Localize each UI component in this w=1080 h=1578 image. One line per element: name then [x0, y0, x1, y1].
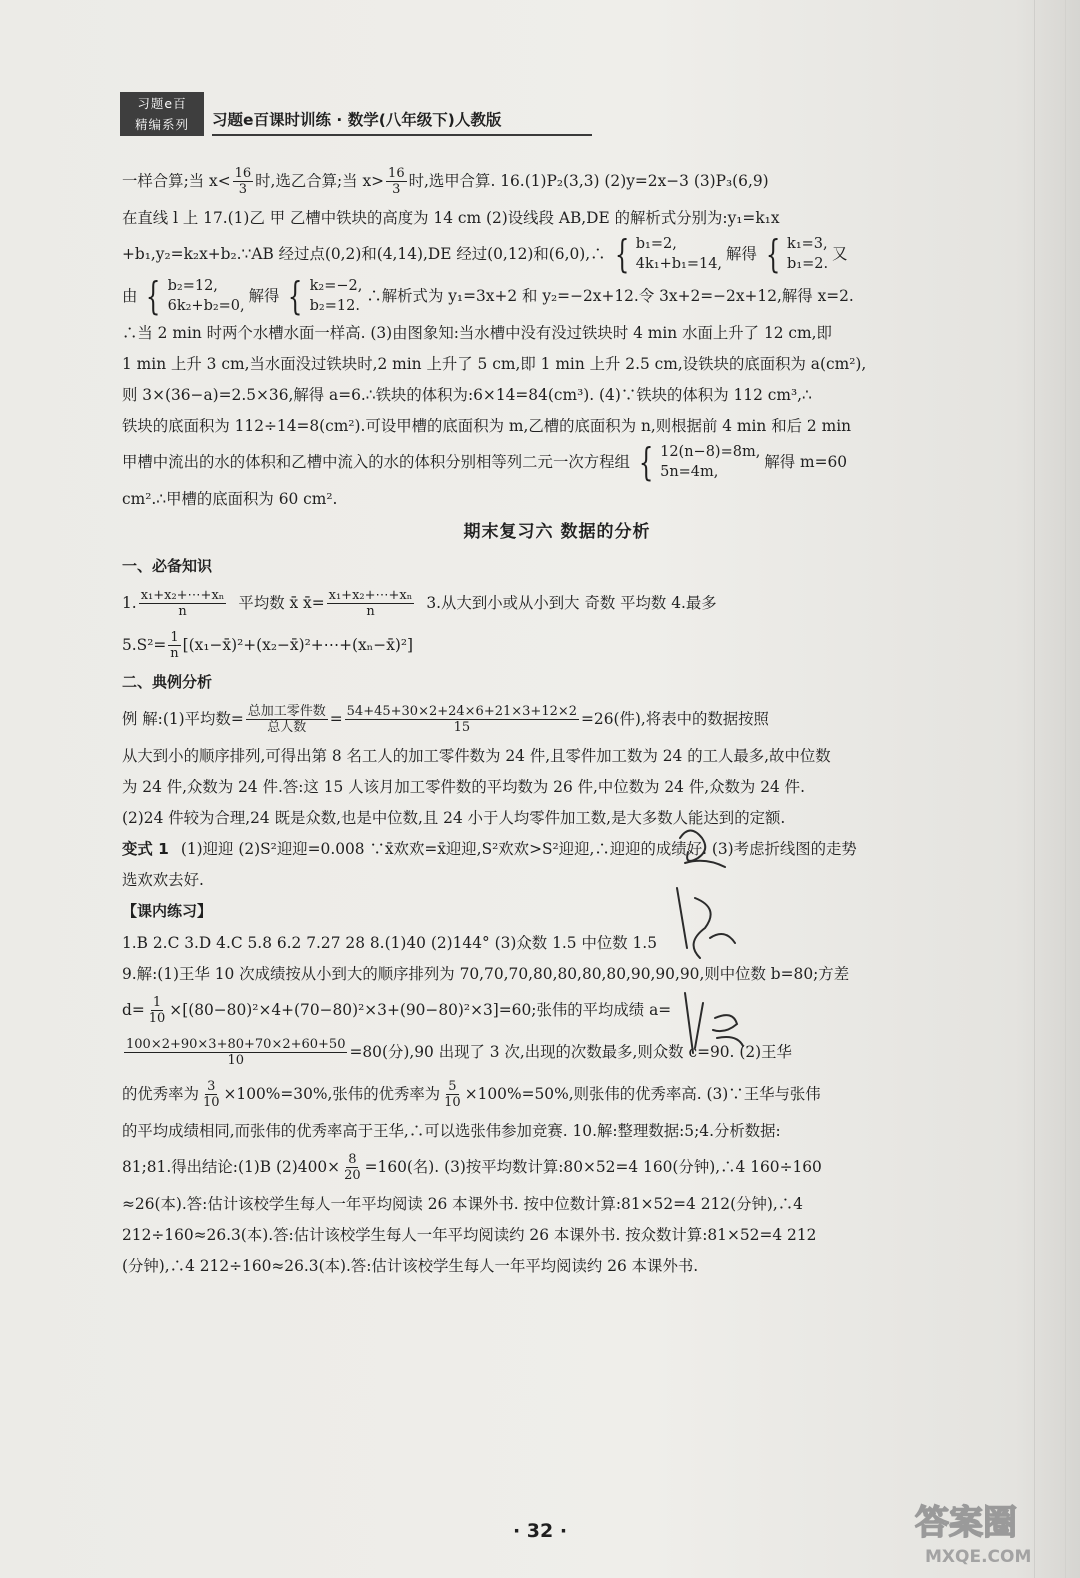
brace-icon: {	[638, 440, 654, 484]
numerator: 8	[348, 1151, 357, 1167]
text-line	[122, 833, 992, 864]
fraction	[147, 995, 168, 1026]
equation-row: k₁=3,	[787, 236, 828, 252]
denominator: 3	[238, 181, 248, 197]
denominator: 10	[148, 1010, 166, 1026]
numerator: x₁+x₂+⋯+xₙ	[140, 587, 225, 603]
text-line: ∴当 2 min 时两个水槽水面一样高. (3)由图象知:当水槽中没有没过铁块时 4 min 水面上升了 12 cm,即	[122, 323, 832, 342]
numerator: 总加工零件数	[247, 703, 326, 719]
numerator: 54+45+30×2+24×6+21×3+12×2	[346, 703, 578, 719]
text-line: 选欢欢去好.	[122, 870, 204, 889]
fraction	[386, 166, 407, 197]
fraction	[342, 1152, 363, 1183]
section-heading: 【课内练习】	[122, 902, 213, 920]
text-segment: 81;81.得出结论:(1)B (2)400×	[122, 1158, 341, 1176]
fraction	[345, 704, 579, 735]
text-segment: 解得 m=60	[764, 453, 848, 471]
text-segment: 的优秀率为	[122, 1085, 199, 1103]
text-segment: ×[(80−80)²×4+(70−80)²×3+(90−80)²×3]=60;张伟的平均成绩 a=	[169, 1001, 672, 1019]
brace-icon: {	[614, 232, 629, 276]
brace-icon: {	[146, 274, 161, 318]
book-title: 习题e百课时训练 · 数学(八年级下)人教版	[212, 108, 592, 136]
page-number: · 32 ·	[512, 1520, 568, 1542]
denominator: 10	[202, 1094, 220, 1110]
text-line: 从大到小的顺序排列,可得出第 8 名工人的加工零件数为 24 件,且零件加工数为 24 的工人最多,故中位数	[122, 746, 831, 765]
text-segment: 例 解:(1)平均数=	[122, 710, 244, 728]
text-segment: 3.从大到小或从小到大 奇数 平均数 4.最多	[426, 594, 717, 612]
answer-content	[122, 160, 992, 1281]
denominator: n	[366, 603, 375, 619]
text-segment: 解得	[248, 287, 280, 305]
text-segment: 一样合算;当 x<	[122, 172, 231, 190]
equation-system	[141, 276, 244, 316]
text-segment: ×100%=30%,张伟的优秀率为	[223, 1085, 441, 1103]
text-segment: =	[329, 710, 343, 728]
text-line: 为 24 件,众数为 24 件.答:这 15 人该月加工零件数的平均数为 26 件,中位数为 24 件,众数为 24 件.	[122, 777, 805, 796]
text-segment: ×100%=50%,则张伟的优秀率高. (3)∵王华与张伟	[464, 1085, 821, 1103]
handwritten-scribble	[655, 818, 765, 1068]
section-heading: 一、必备知识	[122, 557, 213, 575]
equation-row: 4k₁+b₁=14,	[635, 256, 723, 272]
denominator: 15	[453, 719, 471, 735]
text-line: 1 min 上升 3 cm,当水面没过铁块时,2 min 上升了 5 cm,即 1 min 上升 2.5 cm,设铁块的底面积为 a(cm²),	[122, 354, 867, 373]
fraction	[124, 1037, 347, 1068]
denominator: 10	[227, 1052, 245, 1068]
denominator: n	[170, 645, 179, 661]
logo-line-1: 习题e百	[137, 96, 187, 111]
text-line: (2)24 件较为合理,24 既是众数,也是中位数,且 24 小于人均零件加工数,是大多数人能达到的定额.	[122, 808, 786, 827]
equation-row: 12(n−8)=8m,	[660, 444, 761, 460]
text-line: ≈26(本).答:估计该校学生每人一年平均阅读 26 本课外书. 按中位数计算:81×52=4 212(分钟),∴4	[122, 1194, 803, 1213]
fraction	[168, 630, 180, 661]
text-line	[122, 275, 992, 317]
watermark-main-text: 答案圈	[915, 1503, 1017, 1543]
text-line: cm².∴甲槽的底面积为 60 cm².	[122, 489, 338, 508]
equation-system	[610, 234, 722, 274]
watermark-logo	[905, 1490, 1060, 1570]
denominator: 3	[392, 181, 401, 197]
equation-system	[761, 234, 828, 274]
text-segment: 甲槽中流出的水的体积和乙槽中流入的水的体积分别相等列二元一次方程组	[122, 453, 630, 471]
equation-row: k₂=−2,	[309, 278, 363, 294]
brace-icon: {	[765, 232, 781, 276]
numerator: 3	[207, 1078, 216, 1094]
text-line: 212÷160≈26.3(本).答:估计该校学生每人一年平均阅读约 26 本课外书. 按众数计算:81×52=4 212	[122, 1225, 817, 1244]
text-line: 铁块的底面积为 112÷14=8(cm²).可设甲槽的底面积为 m,乙槽的底面积为 n,则根据前 4 min 和后 2 min	[122, 416, 852, 435]
numerator: 16	[234, 165, 252, 181]
text-segment: 时,选甲合算. 16.(1)P₂(3,3) (2)y=2x−3 (3)P₃(6,9)	[408, 172, 769, 190]
text-segment: =26(件),将表中的数据按照	[581, 710, 769, 728]
text-line	[122, 989, 992, 1031]
text-line: 1.B 2.C 3.D 4.C 5.8 6.2 7.27 28 8.(1)40 (2)144° (3)众数 1.5 中位数 1.5	[122, 933, 657, 952]
variant-label: 变式 1	[122, 839, 169, 858]
text-line	[122, 624, 992, 666]
text-line	[122, 233, 992, 275]
text-line	[122, 160, 992, 202]
numerator: 100×2+90×3+80+70×2+60+50	[126, 1036, 346, 1052]
text-line: (分钟),∴4 212÷160≈26.3(本).答:估计该校学生每人一年平均阅读约 26 本课外书.	[122, 1256, 699, 1275]
text-segment: 由	[122, 287, 138, 305]
fraction	[139, 588, 227, 619]
text-segment: +b₁,y₂=k₂x+b₂.∵AB 经过点(0,2)和(4,14),DE 经过(0,12)和(6,0),∴	[122, 245, 606, 263]
page-edge-lines	[1034, 0, 1066, 1578]
text-segment: 又	[832, 245, 848, 263]
series-logo	[120, 92, 204, 136]
text-line: 9.解:(1)王华 10 次成绩按从小到大的顺序排列为 70,70,70,80,80,80,80,90,90,90,则中位数 b=80;方差	[122, 964, 850, 983]
text-line	[122, 582, 992, 624]
page-header	[120, 92, 592, 136]
equation-row: 5n=4m,	[660, 464, 719, 480]
text-line: 的平均成绩相同,而张伟的优秀率高于王华,∴可以选张伟参加竞赛. 10.解:整理数据:5;4.分析数据:	[122, 1121, 781, 1140]
text-line: 在直线 l 上 17.(1)乙 甲 乙槽中铁块的高度为 14 cm (2)设线段 AB,DE 的解析式分别为:y₁=k₁x	[122, 208, 780, 227]
numerator: 5	[448, 1078, 457, 1094]
equation-row: b₁=2,	[635, 236, 677, 252]
logo-line-2: 精编系列	[134, 117, 189, 132]
text-segment: 5.S²=	[122, 636, 167, 654]
text-segment: ∴解析式为 y₁=3x+2 和 y₂=−2x+12.令 3x+2=−2x+12,解得 x=2.	[366, 287, 854, 305]
equation-row: b₂=12.	[309, 298, 360, 314]
brace-icon: {	[288, 274, 303, 318]
text-line	[122, 1073, 992, 1115]
section-title: 期末复习六 数据的分析	[463, 522, 651, 542]
fraction	[246, 704, 328, 735]
denominator: n	[178, 603, 187, 619]
text-segment: =160(名). (3)按平均数计算:80×52=4 160(分钟),∴4 160÷160	[364, 1158, 822, 1176]
watermark-url-text: MXQE.COM	[925, 1547, 1032, 1567]
text-segment: 1.	[122, 594, 137, 612]
text-segment: 时,选乙合算;当 x>	[255, 172, 385, 190]
text-line	[122, 441, 992, 483]
equation-system	[634, 442, 760, 482]
equation-row: b₁=2.	[787, 256, 829, 272]
text-segment: d=	[122, 1001, 145, 1019]
equation-row: 6k₂+b₂=0,	[167, 298, 245, 314]
fraction	[442, 1079, 463, 1110]
numerator: x₁+x₂+⋯+xₙ	[328, 587, 413, 603]
fraction	[233, 166, 254, 197]
fraction	[201, 1079, 222, 1110]
equation-system	[283, 276, 362, 316]
text-segment: [(x₁−x̄)²+(x₂−x̄)²+⋯+(xₙ−x̄)²]	[182, 636, 414, 654]
text-line	[122, 698, 992, 740]
text-line	[122, 1146, 992, 1188]
denominator: 10	[444, 1094, 461, 1110]
equation-row: b₂=12,	[167, 278, 218, 294]
numerator: 16	[388, 165, 405, 181]
text-line	[122, 1031, 992, 1073]
numerator: 1	[170, 629, 179, 645]
text-line: 则 3×(36−a)=2.5×36,解得 a=6.∴铁块的体积为:6×14=84(cm³). (4)∵铁块的体积为 112 cm³,∴	[122, 385, 812, 404]
text-segment: 平均数 x̄ x̄=	[238, 594, 325, 612]
text-segment: (1)迎迎 (2)S²迎迎=0.008 ∵x̄欢欢=x̄迎迎,S²欢欢>S²迎迎,∴迎迎的成绩好. (3)考虑折线图的走势	[180, 839, 857, 858]
denominator: 总人数	[267, 719, 307, 735]
text-segment: =80(分),90 出现了 3 次,出现的次数最多,则众数 c=90. (2)王华	[349, 1043, 792, 1061]
fraction	[327, 588, 415, 619]
text-segment: 解得	[726, 245, 757, 263]
numerator: 1	[152, 994, 162, 1010]
section-heading: 二、典例分析	[122, 673, 213, 691]
denominator: 20	[344, 1167, 361, 1183]
